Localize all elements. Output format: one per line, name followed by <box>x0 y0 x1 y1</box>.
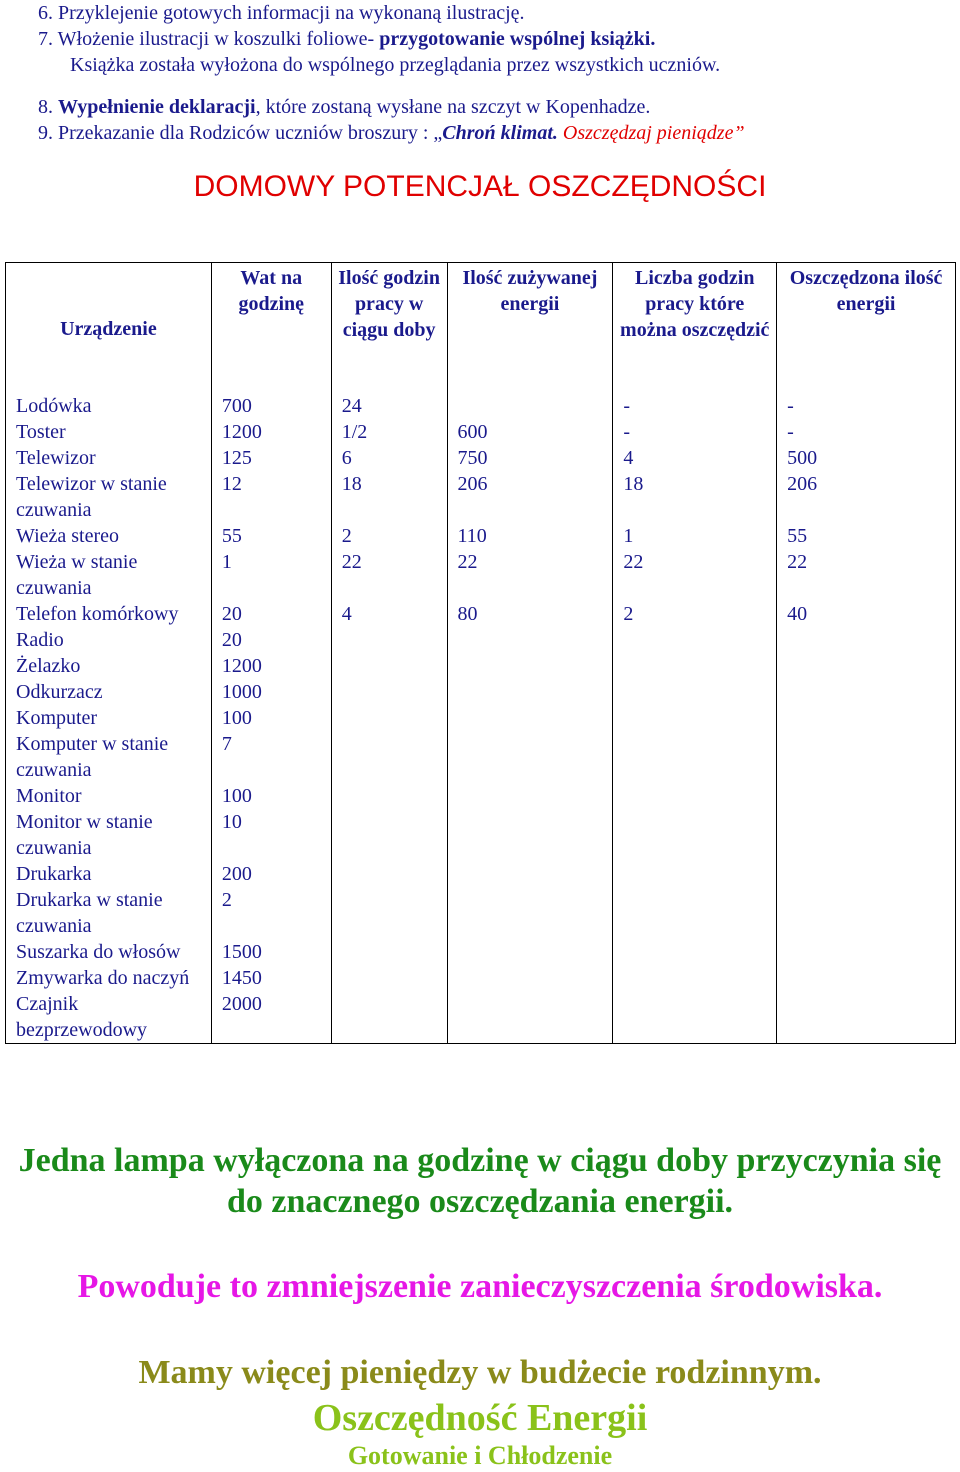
cell-watt: 10 <box>211 809 331 861</box>
cell-energy: 22 <box>447 549 613 601</box>
cell-watt: 100 <box>211 705 331 731</box>
cell-device: Drukarka <box>6 861 212 887</box>
cell-device: Wieża stereo <box>6 523 212 549</box>
cell-saved-energy <box>777 887 956 939</box>
cell-watt: 1450 <box>211 965 331 991</box>
table-body <box>6 393 956 1044</box>
step-9-text: 9. Przekazanie dla Rodziców uczniów broszury : „ <box>38 122 443 144</box>
cell-saved-hours <box>613 887 777 939</box>
step-7-bold: przygotowanie wspólnej książki. <box>379 28 656 50</box>
cell-saved-hours: - <box>613 419 777 445</box>
cell-device: Telewizor w stanie czuwania <box>6 471 212 523</box>
brand-title: Oszczędność Energii <box>312 1397 648 1439</box>
cell-saved-hours <box>613 783 777 809</box>
cell-saved-energy <box>777 991 956 1044</box>
cell-energy <box>447 679 613 705</box>
cell-saved-energy <box>777 653 956 679</box>
cell-energy <box>447 705 613 731</box>
cell-saved-hours <box>613 627 777 653</box>
table-row <box>6 419 956 445</box>
cell-energy: 110 <box>447 523 613 549</box>
table-row <box>6 601 956 627</box>
cell-energy <box>447 861 613 887</box>
cell-saved-hours <box>613 939 777 965</box>
cell-watt: 20 <box>211 627 331 653</box>
cell-hours: 1/2 <box>331 419 447 445</box>
table-row <box>6 445 956 471</box>
cell-saved-hours: 4 <box>613 445 777 471</box>
cell-device: Suszarka do włosów <box>6 939 212 965</box>
table-row <box>6 549 956 601</box>
cell-device: Monitor w stanie czuwania <box>6 809 212 861</box>
cell-hours <box>331 679 447 705</box>
cell-saved-hours <box>613 991 777 1044</box>
cell-saved-hours <box>613 705 777 731</box>
table-row <box>6 991 956 1044</box>
table-row <box>6 731 956 783</box>
cell-energy: 750 <box>447 445 613 471</box>
cell-saved-energy: 22 <box>777 549 956 601</box>
cell-saved-energy <box>777 731 956 783</box>
cell-saved-energy: - <box>777 419 956 445</box>
cell-watt: 20 <box>211 601 331 627</box>
cell-saved-energy <box>777 705 956 731</box>
header-energy: Ilość zużywanej energii <box>447 263 613 394</box>
cell-device: Telefon komórkowy <box>6 601 212 627</box>
cell-saved-energy <box>777 939 956 965</box>
table-row <box>6 705 956 731</box>
cell-hours <box>331 809 447 861</box>
step-8-bold: Wypełnienie deklaracji <box>58 96 256 118</box>
cell-watt: 55 <box>211 523 331 549</box>
step-8 <box>38 94 938 120</box>
step-8-num: 8. <box>38 96 58 118</box>
table-row <box>6 939 956 965</box>
cell-energy: 600 <box>447 419 613 445</box>
cell-energy <box>447 393 613 419</box>
cell-hours: 2 <box>331 523 447 549</box>
cell-saved-energy: 40 <box>777 601 956 627</box>
cell-saved-energy: 500 <box>777 445 956 471</box>
cell-saved-hours: 2 <box>613 601 777 627</box>
energy-table <box>5 262 956 1044</box>
cell-energy <box>447 809 613 861</box>
cell-device: Komputer <box>6 705 212 731</box>
cell-device: Drukarka w stanie czuwania <box>6 887 212 939</box>
cell-watt: 1200 <box>211 653 331 679</box>
table-row <box>6 809 956 861</box>
money-message: Mamy więcej pieniędzy w budżecie rodzinnym. <box>138 1354 822 1391</box>
header-saved-energy: Oszczędzona ilość energii <box>777 263 956 394</box>
step-9-bold: Chroń klimat. <box>442 122 558 144</box>
step-7 <box>38 26 938 52</box>
cell-hours <box>331 653 447 679</box>
cell-saved-hours: 18 <box>613 471 777 523</box>
cell-watt: 12 <box>211 471 331 523</box>
cell-hours: 4 <box>331 601 447 627</box>
cell-hours <box>331 783 447 809</box>
cell-saved-energy <box>777 965 956 991</box>
table-row <box>6 679 956 705</box>
cell-saved-energy <box>777 783 956 809</box>
cell-watt: 700 <box>211 393 331 419</box>
cell-hours <box>331 939 447 965</box>
step-8-text: , które zostaną wysłane na szczyt w Kopenhadze. <box>255 96 651 118</box>
table-row <box>6 861 956 887</box>
cell-hours <box>331 705 447 731</box>
table-row <box>6 783 956 809</box>
cell-energy <box>447 887 613 939</box>
cell-device: Czajnik bezprzewodowy <box>6 991 212 1044</box>
cell-watt: 1 <box>211 549 331 601</box>
cell-device: Lodówka <box>6 393 212 419</box>
cell-energy <box>447 965 613 991</box>
step-9-italic: Oszczędzaj pieniądze” <box>557 122 745 144</box>
table-row <box>6 627 956 653</box>
cell-device: Radio <box>6 627 212 653</box>
cell-saved-energy: - <box>777 393 956 419</box>
cell-device: Wieża w stanie czuwania <box>6 549 212 601</box>
cell-energy <box>447 991 613 1044</box>
brand-subtitle: Gotowanie i Chłodzenie <box>347 1441 613 1470</box>
step-7-continuation: Książka została wyłożona do wspólnego przeglądania przez wszystkich uczniów. <box>70 54 721 76</box>
cell-saved-hours: 22 <box>613 549 777 601</box>
cell-saved-hours <box>613 965 777 991</box>
cell-watt: 2 <box>211 887 331 939</box>
cell-saved-energy <box>777 627 956 653</box>
cell-hours: 24 <box>331 393 447 419</box>
cell-watt: 1200 <box>211 419 331 445</box>
header-saved-hours: Liczba godzin pracy które można oszczędzić <box>613 263 777 394</box>
cell-saved-hours <box>613 679 777 705</box>
cell-saved-hours: 1 <box>613 523 777 549</box>
cell-watt: 100 <box>211 783 331 809</box>
table-row <box>6 471 956 523</box>
lamp-message: Jedna lampa wyłączona na godzinę w ciągu doby przyczynia się do znacznego oszczędzania energii. <box>18 1142 942 1220</box>
cell-hours <box>331 627 447 653</box>
step-7-text: 7. Włożenie ilustracji w koszulki foliowe- <box>38 28 380 50</box>
cell-saved-hours <box>613 809 777 861</box>
cell-saved-hours: - <box>613 393 777 419</box>
cell-watt: 2000 <box>211 991 331 1044</box>
cell-hours <box>331 731 447 783</box>
cell-device: Żelazko <box>6 653 212 679</box>
cell-watt: 1000 <box>211 679 331 705</box>
cell-hours: 22 <box>331 549 447 601</box>
cell-watt: 7 <box>211 731 331 783</box>
cell-device: Odkurzacz <box>6 679 212 705</box>
cell-device: Monitor <box>6 783 212 809</box>
table-row <box>6 523 956 549</box>
table-row <box>6 393 956 419</box>
step-6: 6. Przyklejenie gotowych informacji na wykonaną ilustrację. <box>38 2 525 24</box>
cell-saved-hours <box>613 861 777 887</box>
cell-watt: 1500 <box>211 939 331 965</box>
cell-hours: 18 <box>331 471 447 523</box>
cell-saved-energy <box>777 861 956 887</box>
cell-device: Zmywarka do naczyń <box>6 965 212 991</box>
cell-hours <box>331 887 447 939</box>
cell-hours <box>331 965 447 991</box>
table-row <box>6 965 956 991</box>
cell-energy: 80 <box>447 601 613 627</box>
cell-saved-energy: 206 <box>777 471 956 523</box>
cell-watt: 200 <box>211 861 331 887</box>
steps-list <box>38 0 938 146</box>
cell-device: Komputer w stanie czuwania <box>6 731 212 783</box>
table-header-row <box>6 263 956 394</box>
cell-saved-energy <box>777 809 956 861</box>
cell-hours <box>331 861 447 887</box>
header-device: Urządzenie <box>6 263 212 394</box>
table-row <box>6 653 956 679</box>
cell-energy <box>447 653 613 679</box>
cell-energy <box>447 731 613 783</box>
cell-device: Telewizor <box>6 445 212 471</box>
cell-saved-energy: 55 <box>777 523 956 549</box>
cell-hours: 6 <box>331 445 447 471</box>
cell-saved-hours <box>613 653 777 679</box>
table-row <box>6 887 956 939</box>
step-9 <box>38 120 938 146</box>
cell-energy <box>447 783 613 809</box>
cell-device: Toster <box>6 419 212 445</box>
pollution-message: Powoduje to zmniejszenie zanieczyszczenia środowiska. <box>77 1268 883 1305</box>
header-hours: Ilość godzin pracy w ciągu doby <box>331 263 447 394</box>
cell-saved-energy <box>777 679 956 705</box>
page-title: DOMOWY POTENCJAŁ OSZCZĘDNOŚCI <box>193 170 767 203</box>
header-watt: Wat na godzinę <box>211 263 331 394</box>
cell-watt: 125 <box>211 445 331 471</box>
cell-energy <box>447 939 613 965</box>
cell-hours <box>331 991 447 1044</box>
cell-energy: 206 <box>447 471 613 523</box>
cell-energy <box>447 627 613 653</box>
cell-saved-hours <box>613 731 777 783</box>
